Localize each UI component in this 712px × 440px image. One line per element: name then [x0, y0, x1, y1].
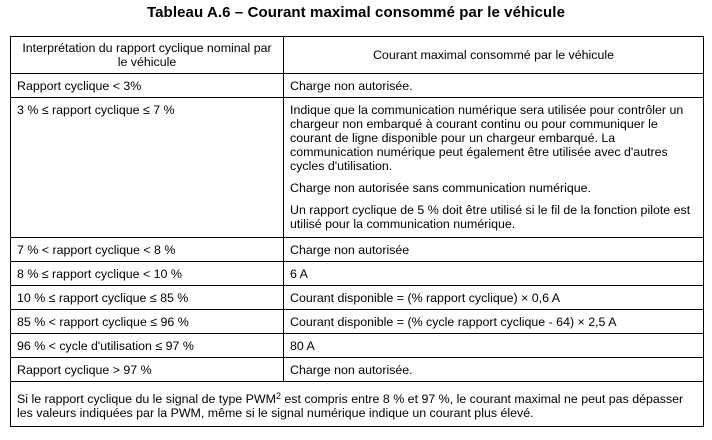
cell-current: Charge non autorisée.: [284, 74, 704, 98]
cell-interpretation: Rapport cyclique < 3%: [11, 74, 284, 98]
cell-interpretation: 3 % ≤ rapport cyclique ≤ 7 %: [11, 98, 284, 238]
cell-current: Charge non autorisée: [284, 238, 704, 262]
note-text-end: est compris entre 8 % et 97 %, le courant maximal ne peut pas dépasser les valeurs indiquées par la PWM, même si le signal numérique indique un courant plus élevé.: [17, 392, 684, 420]
header-current: Courant maximal consommé par le véhicule: [284, 37, 704, 74]
header-interpretation: Interprétation du rapport cyclique nominal par le véhicule: [11, 37, 284, 74]
note-text-start: Si le rapport cyclique du le signal de type PWM: [17, 392, 276, 406]
cell-interpretation: 7 % < rapport cyclique < 8 %: [11, 238, 284, 262]
cell-current: 6 A: [284, 262, 704, 286]
cell-interpretation: Rapport cyclique > 97 %: [11, 358, 284, 382]
table-header-row: [11, 37, 704, 74]
table-row: [11, 286, 704, 310]
current-table: [10, 36, 704, 427]
table-note: [11, 382, 704, 427]
cell-current: Courant disponible = (% cycle rapport cyclique - 64) × 2,5 A: [284, 310, 704, 334]
cell-interpretation: 10 % ≤ rapport cyclique ≤ 85 %: [11, 286, 284, 310]
cell-current: Charge non autorisée.: [284, 358, 704, 382]
table-row: [11, 238, 704, 262]
table-row: [11, 98, 704, 238]
table-row: [11, 334, 704, 358]
cell-interpretation: 96 % < cycle d'utilisation ≤ 97 %: [11, 334, 284, 358]
cell-interpretation: 8 % ≤ rapport cyclique < 10 %: [11, 262, 284, 286]
cell-paragraph: Un rapport cyclique de 5 % doit être utilisé si le fil de la fonction pilote est utilisé pour la communication numérique.: [290, 203, 691, 231]
table-row: [11, 310, 704, 334]
note-superscript: 2: [275, 391, 281, 401]
table-row: [11, 74, 704, 98]
cell-paragraph: Charge non autorisée sans communication numérique.: [290, 181, 591, 195]
cell-current: Courant disponible = (% rapport cyclique) × 0,6 A: [284, 286, 704, 310]
table-row: [11, 358, 704, 382]
table-title: Tableau A.6 – Courant maximal consommé par le véhicule: [146, 4, 566, 21]
table-note-row: [11, 382, 704, 427]
cell-current: [284, 98, 704, 238]
cell-paragraph: Indique que la communication numérique sera utilisée pour contrôler un chargeur non embarqué à courant continu ou pour communiquer le courant de ligne disponible pour un chargeur embarqué. La communication numérique peut également être utilisée avec d'autres cycles d'utilisation.: [290, 103, 684, 173]
cell-interpretation: 85 % < rapport cyclique ≤ 96 %: [11, 310, 284, 334]
cell-current: 80 A: [284, 334, 704, 358]
table-row: [11, 262, 704, 286]
